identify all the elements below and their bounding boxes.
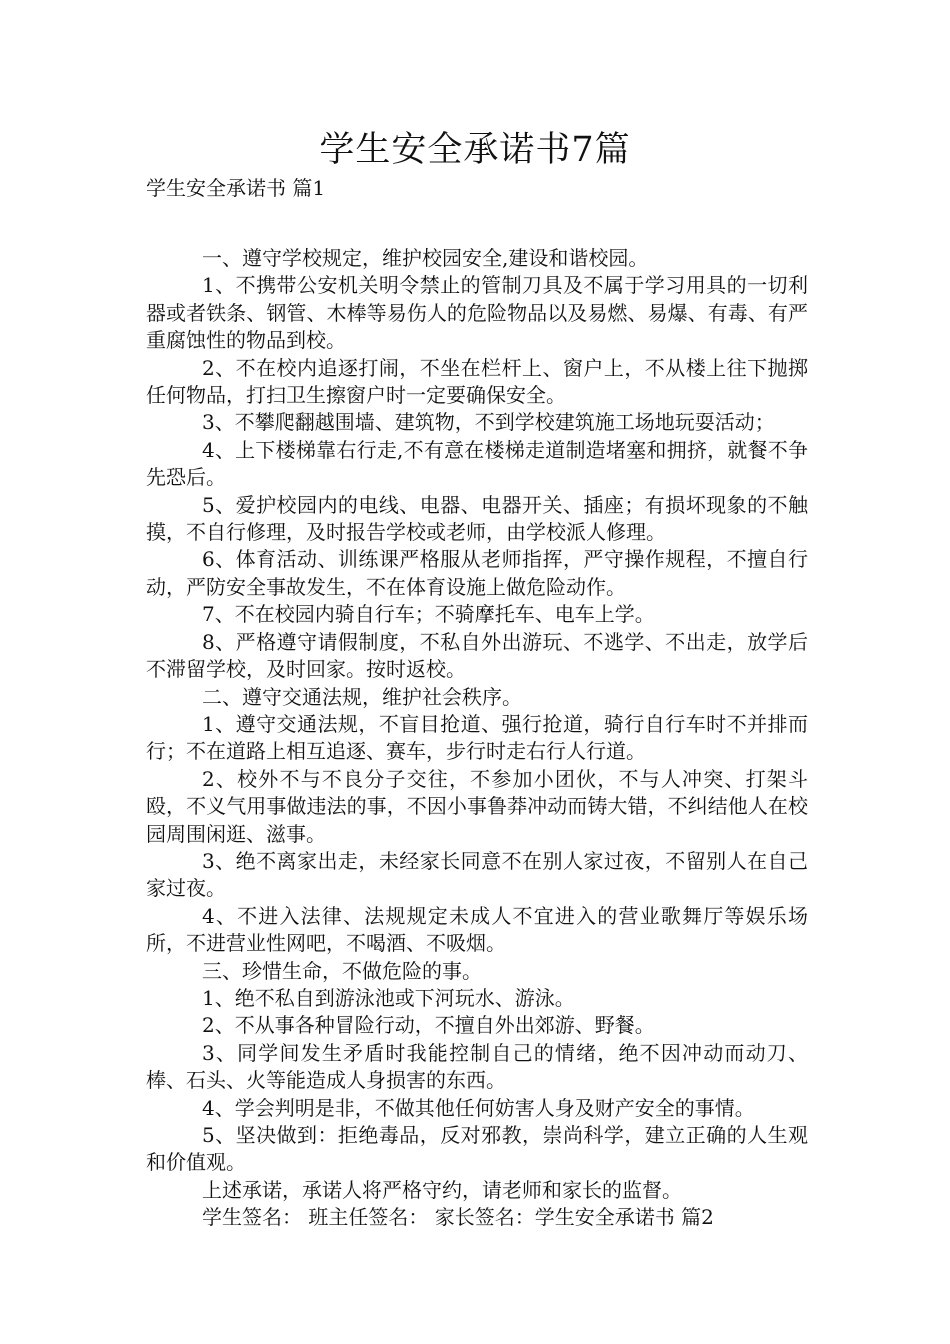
paragraph-1-2: 2、不在校内追逐打闹，不坐在栏杆上、窗户上，不从楼上往下抛掷任何物品，打扫卫生擦窗户时一定要确保安全。 (146, 355, 808, 408)
paragraph-section-3-heading: 三、珍惜生命，不做危险的事。 (202, 958, 482, 983)
paragraph-1-1: 1、不携带公安机关明令禁止的管制刀具及不属于学习用具的一切利器或者铁条、钢管、木棒等易伤人的危险物品以及易燃、易爆、有毒、有严重腐蚀性的物品到校。 (146, 273, 808, 353)
paragraph-2-4: 4、不进入法律、法规规定未成人不宜进入的营业歌舞厅等娱乐场所，不进营业性网吧，不喝酒、不吸烟。 (146, 903, 808, 956)
paragraph-1-8: 8、严格遵守请假制度，不私自外出游玩、不逃学、不出走，放学后不滞留学校，及时回家。按时返校。 (146, 629, 808, 682)
document-body (146, 245, 808, 1232)
paragraph-1-3: 3、不攀爬翻越围墙、建筑物，不到学校建筑施工场地玩耍活动； (202, 410, 775, 435)
paragraph-1-5: 5、爱护校园内的电线、电器、电器开关、插座；有损坏现象的不触摸，不自行修理，及时报告学校或老师，由学校派人修理。 (146, 492, 808, 545)
paragraph-3-5: 5、坚决做到：拒绝毒品，反对邪教，崇尚科学，建立正确的人生观和价值观。 (146, 1123, 808, 1175)
paragraph-2-3: 3、绝不离家出走，未经家长同意不在别人家过夜，不留别人在自己家过夜。 (146, 848, 808, 901)
paragraph-2-2: 2、校外不与不良分子交往，不参加小团伙，不与人冲突、打架斗殴，不义气用事做违法的事，不因小事鲁莽冲动而铸大错，不纠结他人在校园周围闲逛、滋事。 (146, 766, 808, 846)
paragraph-3-3: 3、同学间发生矛盾时我能控制自己的情绪，绝不因冲动而动刀、棒、石头、火等能造成人身损害的东西。 (146, 1040, 808, 1093)
paragraph-3-2: 2、不从事各种冒险行动，不擅自外出郊游、野餐。 (202, 1013, 655, 1038)
document-subtitle: 学生安全承诺书 篇1 (146, 176, 326, 200)
paragraph-1-6: 6、体育活动、训练课严格服从老师指挥，严守操作规程，不擅自行动，严防安全事故发生，不在体育设施上做危险动作。 (146, 547, 808, 599)
paragraph-3-1: 1、绝不私自到游泳池或下河玩水、游泳。 (202, 985, 575, 1010)
paragraph-1-4: 4、上下楼梯靠右行走,不有意在楼梯走道制造堵塞和拥挤，就餐不争先恐后。 (146, 437, 808, 490)
paragraph-2-1: 1、遵守交通法规，不盲目抢道、强行抢道，骑行自行车时不并排而行；不在道路上相互追逐、赛车，步行时走右行人行道。 (146, 711, 808, 764)
document-title: 学生安全承诺书7篇 (319, 130, 631, 170)
paragraph-section-2-heading: 二、遵守交通法规，维护社会秩序。 (202, 684, 522, 709)
paragraph-closing: 上述承诺，承诺人将严格守约，请老师和家长的监督。 (202, 1177, 682, 1202)
paragraph-1-7: 7、不在校园内骑自行车；不骑摩托车、电车上学。 (202, 602, 655, 627)
signature-line: 学生签名： 班主任签名： 家长签名：学生安全承诺书 篇2 (202, 1205, 714, 1230)
paragraph-3-4: 4、学会判明是非，不做其他任何妨害人身及财产安全的事情。 (202, 1095, 755, 1120)
paragraph-section-1-heading: 一、遵守学校规定，维护校园安全,建设和谐校园。 (202, 246, 649, 270)
